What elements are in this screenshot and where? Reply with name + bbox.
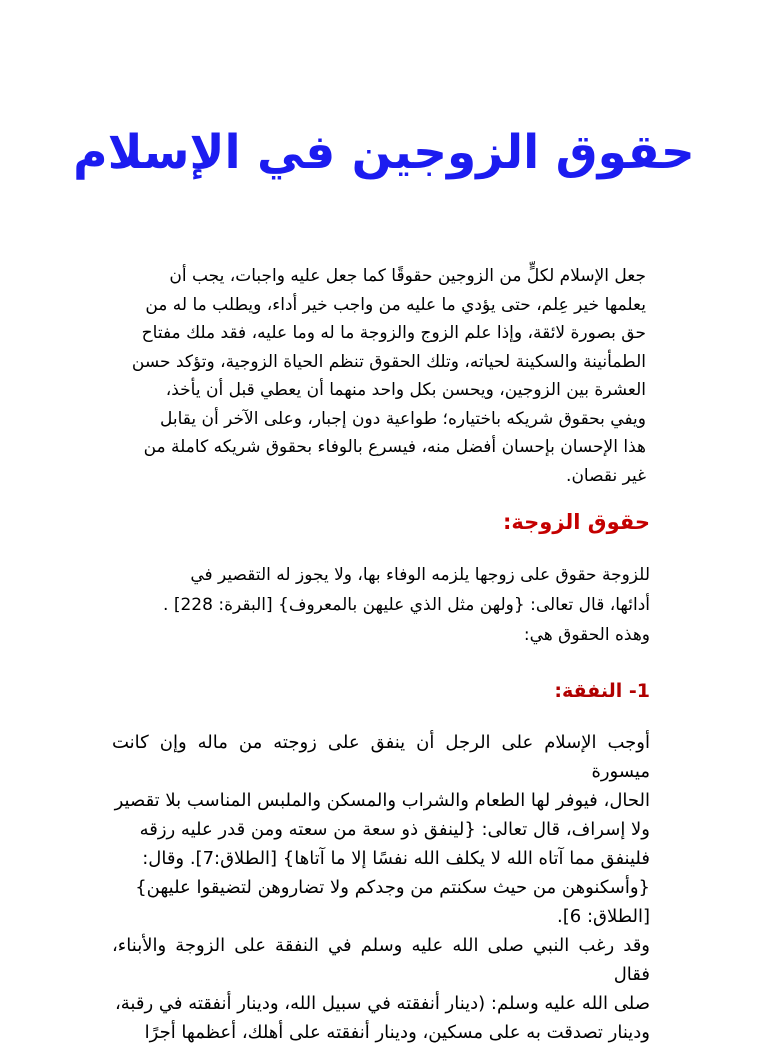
nafaqa-line: وقد رغب النبي صلى الله عليه وسلم في النفقة على الزوجة والأبناء، فقال xyxy=(112,935,650,985)
nafaqa-line: ولا إسراف، قال تعالى: {لينفق ذو سعة من سعته ومن قدر عليه رزقه xyxy=(139,819,650,840)
wife-rights-line: أدائها، قال تعالى: {ولهن مثل الذي عليهن بالمعروف} [البقرة: 228] . xyxy=(163,595,650,615)
intro-line: جعل الإسلام لكلٍّ من الزوجين حقوقًا كما جعل عليه واجبات، يجب أن xyxy=(169,266,646,286)
page-title: حقوق الزوجين في الإسلام xyxy=(73,125,695,180)
wife-rights-paragraph xyxy=(105,560,650,650)
intro-line: غير نقصان. xyxy=(566,465,646,486)
nafaqa-line: {وأسكنوهن من حيث سكنتم من وجدكم ولا تضاروهن لتضيقوا عليهن} xyxy=(135,877,650,898)
intro-line: حق بصورة لائقة، وإذا علم الزوج والزوجة ما له وما عليه، فقد ملك مفتاح xyxy=(141,323,646,343)
wife-rights-line: للزوجة حقوق على زوجها يلزمه الوفاء بها، ولا يجوز له التقصير في xyxy=(190,565,650,585)
nafaqa-line: فلينفق مما آتاه الله لا يكلف الله نفسًا إلا ما آتاها} [الطلاق:7]. وقال: xyxy=(142,848,650,869)
nafaqa-line: الحال، فيوفر لها الطعام والشراب والمسكن والملبس المناسب بلا تقصير xyxy=(114,790,650,811)
nafaqa-paragraph xyxy=(112,728,650,1047)
wife-rights-line: وهذه الحقوق هي: xyxy=(523,625,650,645)
nafaqa-line: ودينار تصدقت به على مسكين، ودينار أنفقته على أهلك، أعظمها أجرًا xyxy=(144,1022,650,1043)
intro-paragraph xyxy=(106,262,646,490)
intro-line: هذا الإحسان بإحسان أفضل منه، فيسرع بالوفاء بحقوق شريكه كاملة من xyxy=(143,437,646,457)
nafaqa-line: صلى الله عليه وسلم: (دينار أنفقته في سبيل الله، ودينار أنفقته في رقبة، xyxy=(114,993,650,1014)
subheading-nafaqa: 1- النفقة: xyxy=(554,680,650,702)
intro-line: ويفي بحقوق شريكه باختياره؛ طواعية دون إجبار، وعلى الآخر أن يقابل xyxy=(160,408,646,429)
intro-line: الطمأنينة والسكينة لحياته، وتلك الحقوق تنظم الحياة الزوجية، وتؤكد حسن xyxy=(131,351,646,372)
intro-line: يعلمها خير عِلم، حتى يؤدي ما عليه من واجب خير أداء، ويطلب ما له من xyxy=(145,294,646,315)
nafaqa-line: أوجب الإسلام على الرجل أن ينفق على زوجته من ماله وإن كانت ميسورة xyxy=(112,732,650,782)
nafaqa-line: [الطلاق: 6]. xyxy=(557,906,650,927)
intro-line: العشرة بين الزوجين، ويحسن بكل واحد منهما أن يعطي قبل أن يأخذ، xyxy=(165,380,646,400)
section-heading-wife-rights: حقوق الزوجة: xyxy=(503,510,650,534)
